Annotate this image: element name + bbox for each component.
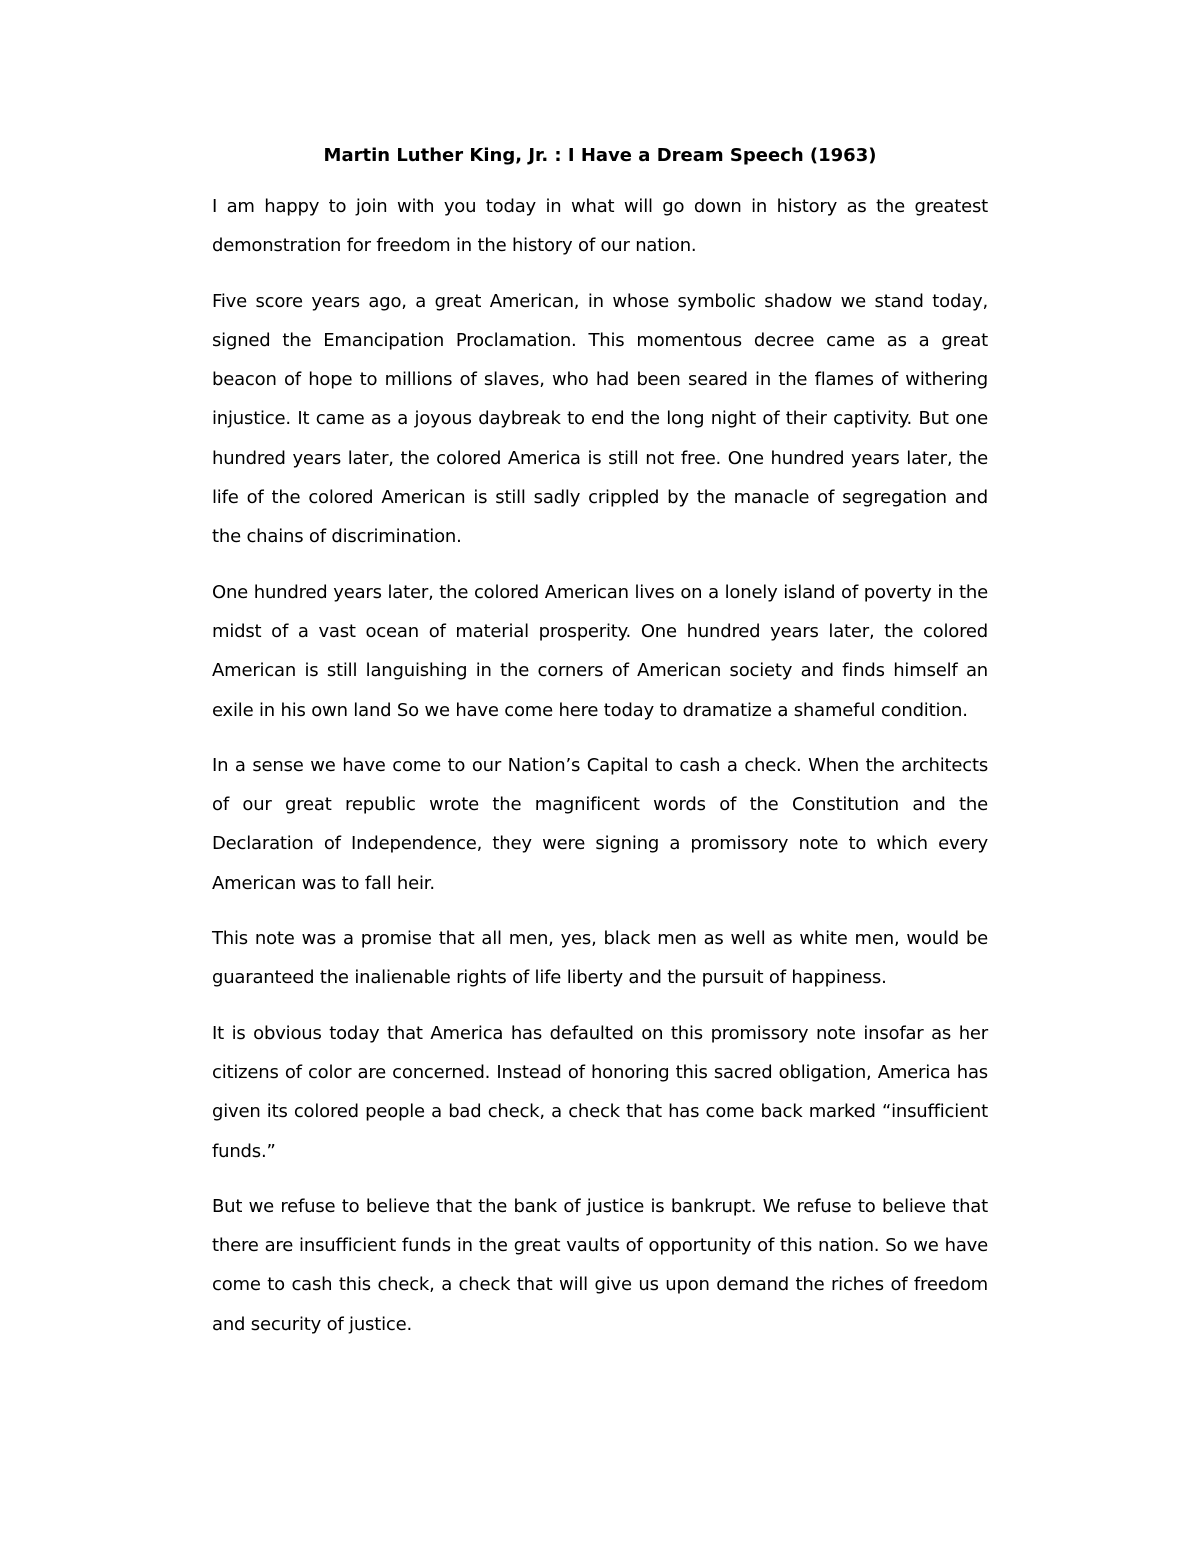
document-title: Martin Luther King, Jr. : I Have a Dream Speech (1963) — [323, 145, 877, 166]
paragraph: But we refuse to believe that the bank of justice is bankrupt. We refuse to believe that there are insufficient funds in the great vaults of opportunity of this nation. So we have come to cash this check, a check that will give us upon demand the riches of freedom and security of justice. — [212, 1195, 988, 1335]
paragraph: It is obvious today that America has defaulted on this promissory note insofar as her citizens of color are concerned. Instead of honoring this sacred obligation, America has given its colored people a bad check, a check that has come back marked “insufficient funds.” — [212, 1022, 988, 1162]
paragraph: This note was a promise that all men, yes, black men as well as white men, would be guaranteed the inalienable rights of life liberty and the pursuit of happiness. — [212, 928, 988, 989]
paragraph: In a sense we have come to our Nation’s Capital to cash a check. When the architects of our great republic wrote the magnificent words of the Constitution and the Declaration of Independence, they were signing a promissory note to which every American was to fall heir. — [212, 754, 988, 894]
paragraph: Five score years ago, a great American, in whose symbolic shadow we stand today, signed the Emancipation Proclamation. This momentous decree came as a great beacon of hope to millions of slaves, who had been seared in the flames of withering injustice. It came as a joyous daybreak to end the long night of their captivity. But one hundred years later, the colored America is still not free. One hundred years later, the life of the colored American is still sadly crippled by the manacle of segregation and the chains of discrimination. — [212, 290, 988, 548]
paragraph: I am happy to join with you today in what will go down in history as the greatest demonstration for freedom in the history of our nation. — [212, 196, 988, 257]
paragraph: One hundred years later, the colored American lives on a lonely island of poverty in the midst of a vast ocean of material prosperity. One hundred years later, the colored American is still languishing in the corners of American society and finds himself an exile in his own land So we have come here today to dramatize a shameful condition. — [212, 581, 988, 721]
document-page — [212, 140, 988, 1360]
